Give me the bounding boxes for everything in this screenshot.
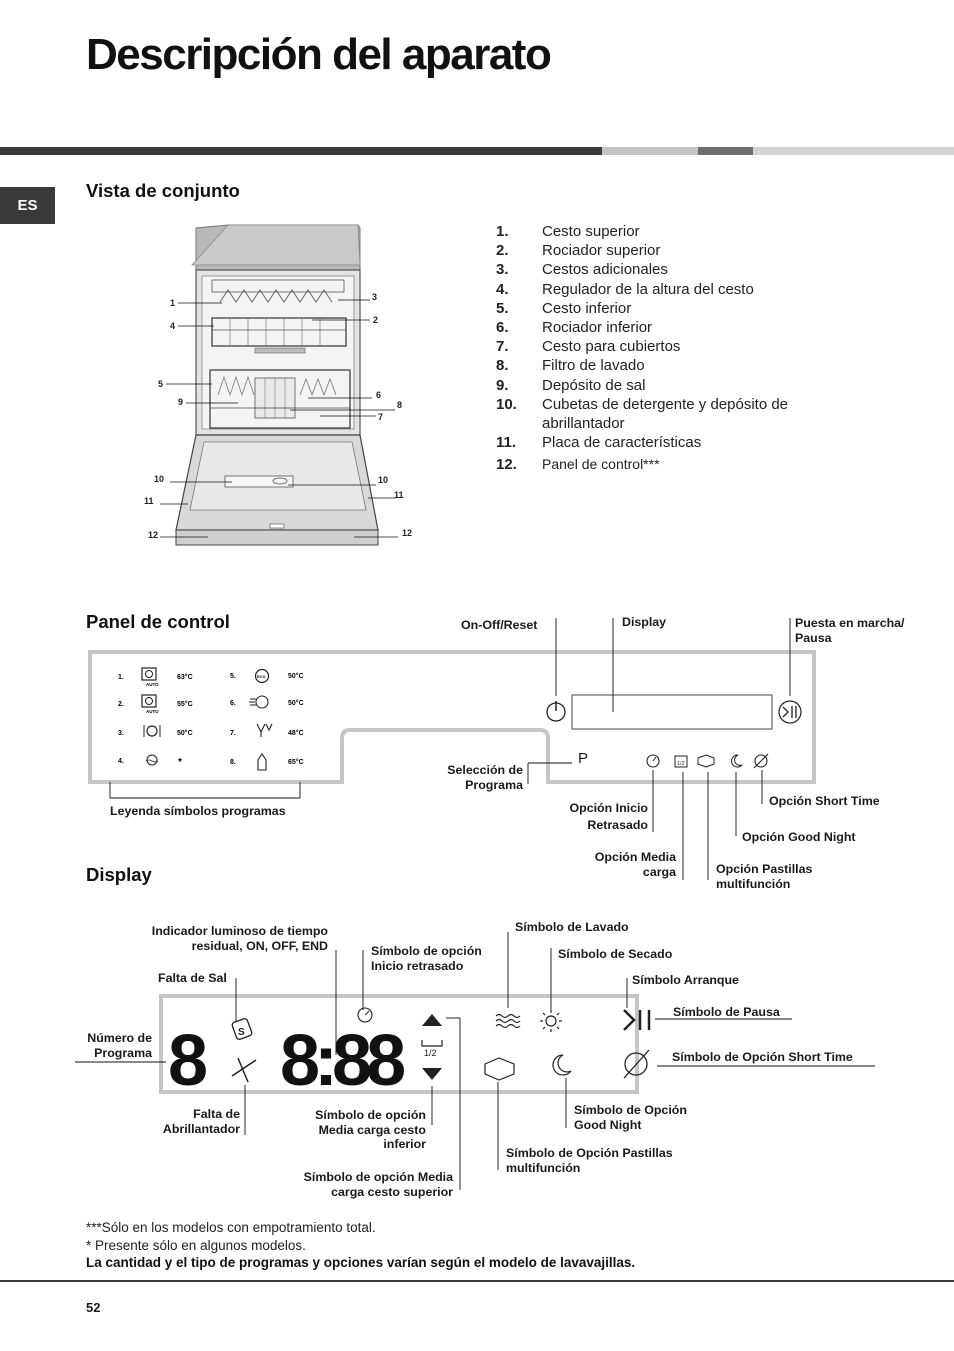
label-residual-time: Indicador luminoso de tiempo residual, ON, OFF, END xyxy=(151,924,328,953)
label-delay-symbol: Símbolo de opción Inicio retrasado xyxy=(371,944,482,973)
header-bar-light xyxy=(602,147,698,155)
diagram-num-1: 1 xyxy=(170,298,176,308)
parts-list xyxy=(496,222,826,475)
program-temp: 48°C xyxy=(288,730,304,737)
label-short-time-option: Opción Short Time xyxy=(769,794,880,808)
program-num: 8. xyxy=(230,759,236,766)
label-dry: Símbolo de Secado xyxy=(558,947,673,961)
time-digits: 8:88 xyxy=(280,1021,401,1101)
start-icon xyxy=(624,1010,634,1030)
label-display: Display xyxy=(622,615,667,629)
moon-icon xyxy=(732,755,742,767)
footnote-3: La cantidad y el tipo de programas y opciones varían según el modelo de lavavajillas. xyxy=(86,1255,636,1270)
label-onoff: On-Off/Reset xyxy=(461,618,538,632)
part-label: Cesto para cubiertos xyxy=(542,338,681,356)
dry-icon xyxy=(540,1010,562,1032)
part-number: 2. xyxy=(496,242,509,260)
label-short-time-symbol: Símbolo de Opción Short Time xyxy=(672,1050,853,1064)
program-num: 4. xyxy=(118,758,124,765)
soak-icon xyxy=(146,755,158,765)
part-label: Cesto superior xyxy=(542,223,640,240)
diagram-num-6: 6 xyxy=(376,390,382,400)
label-half-load-option: Opción Media carga xyxy=(594,850,676,879)
part-number: 3. xyxy=(496,261,509,279)
part-number: 5. xyxy=(496,299,509,317)
delay-clock-icon xyxy=(358,1008,372,1022)
program-temp: * xyxy=(178,757,182,768)
program-row xyxy=(230,670,304,683)
diagram-num-12b: 12 xyxy=(402,528,413,538)
overview-heading: Vista de conjunto xyxy=(86,180,240,201)
list-item xyxy=(496,241,826,260)
part-number: 8. xyxy=(496,357,509,375)
part-number: 10. xyxy=(496,395,517,413)
program-row xyxy=(230,754,304,770)
label-good-night-symbol: Símbolo de Opción Good Night xyxy=(574,1103,687,1132)
list-item xyxy=(496,280,826,299)
label-wash: Símbolo de Lavado xyxy=(515,920,629,934)
list-item xyxy=(496,455,826,474)
control-panel-heading: Panel de control xyxy=(86,611,230,632)
list-item xyxy=(496,376,826,395)
diagram-num-12a: 12 xyxy=(148,530,159,540)
program-row xyxy=(230,724,304,737)
program-temp: 50°C xyxy=(177,730,193,737)
program-num: 5. xyxy=(230,673,236,680)
label-rinse-aid: Falta de Abrillantador xyxy=(162,1107,240,1136)
program-row xyxy=(118,755,182,768)
part-number: 6. xyxy=(496,319,509,337)
list-item xyxy=(496,260,826,279)
label-half-upper: Símbolo de opción Media carga cesto superior xyxy=(303,1170,453,1199)
page-title: Descripción del aparato xyxy=(86,30,551,79)
program-legend xyxy=(118,668,304,770)
part-label: Regulador de la altura del cesto xyxy=(542,280,754,298)
eco-label: ECO xyxy=(257,674,266,679)
diagram-num-9: 9 xyxy=(178,397,184,407)
program-row xyxy=(118,668,193,687)
label-legend: Leyenda símbolos programas xyxy=(110,804,286,818)
label-program-select: Selección de Programa xyxy=(447,763,523,792)
power-icon xyxy=(547,701,565,721)
tablet-icon xyxy=(698,755,714,767)
diagram-num-10b: 10 xyxy=(378,475,389,485)
list-item xyxy=(496,337,826,356)
auto-intensive-icon xyxy=(142,668,156,680)
program-row xyxy=(118,695,193,714)
label-start-pause: Puesta en marcha/ Pausa xyxy=(795,616,905,645)
program-num: 6. xyxy=(230,700,236,707)
part-label: Rociador superior xyxy=(542,242,661,260)
diagram-num-11b: 11 xyxy=(394,490,404,500)
list-item xyxy=(496,299,826,318)
part-number: 11. xyxy=(496,434,517,452)
diagram-num-4: 4 xyxy=(170,321,176,331)
wash-icon xyxy=(496,1015,520,1028)
part-label: Cestos adicionales xyxy=(542,261,668,279)
header-bar-pale xyxy=(753,147,954,155)
footnote-2: * Presente sólo en algunos modelos. xyxy=(86,1238,306,1253)
label-start-symbol: Símbolo Arranque xyxy=(632,973,739,987)
part-label: Cesto inferior xyxy=(542,299,632,317)
header-bar-mid xyxy=(698,147,753,155)
list-item xyxy=(496,433,826,452)
part-number: 12. xyxy=(496,456,517,474)
list-item xyxy=(496,356,826,375)
diagram-num-8: 8 xyxy=(397,400,403,410)
half-load-upper-icon xyxy=(422,1014,442,1026)
express-icon xyxy=(249,696,268,708)
part-label: Panel de control*** xyxy=(542,456,660,473)
short-time-icon xyxy=(754,754,768,768)
list-item xyxy=(496,395,826,433)
program-num: 2. xyxy=(118,701,124,708)
program-temp: 50°C xyxy=(288,700,304,707)
label-program-number: Número de Programa xyxy=(87,1031,152,1060)
label-half-lower: Símbolo de opción Media carga cesto inferior xyxy=(315,1108,426,1151)
label-delay-option: Opción Inicio Retrasado xyxy=(569,801,648,832)
half-load-lower-icon xyxy=(422,1068,442,1080)
list-item xyxy=(496,222,826,241)
label-pause-symbol: Símbolo de Pausa xyxy=(673,1005,780,1019)
diagram-num-5: 5 xyxy=(158,379,164,389)
good-night-icon xyxy=(553,1055,571,1075)
plate-cutlery-icon xyxy=(144,725,160,737)
program-temp: 55°C xyxy=(177,701,193,708)
part-number: 9. xyxy=(496,376,509,394)
start-pause-icon xyxy=(779,701,801,723)
diagram-num-10a: 10 xyxy=(154,474,165,484)
program-num: 3. xyxy=(118,730,124,737)
auto-label: AUTO xyxy=(146,682,159,687)
part-number: 1. xyxy=(496,223,509,240)
glass-icon xyxy=(257,724,272,737)
auto-label: AUTO xyxy=(146,709,159,714)
rinse-aid-icon xyxy=(232,1058,256,1082)
list-item xyxy=(496,318,826,337)
label-goodnight-option: Opción Good Night xyxy=(742,830,856,844)
part-label: Rociador inferior xyxy=(542,319,653,337)
language-tab: ES xyxy=(0,187,55,224)
program-row xyxy=(230,696,304,708)
half-load-text: 1/2 xyxy=(424,1048,437,1058)
dishwasher-diagram xyxy=(140,220,430,550)
hygiene-icon xyxy=(258,754,266,770)
program-num: 1. xyxy=(118,674,124,681)
part-label: Cubetas de detergente y depósito de abrillantador xyxy=(542,395,789,433)
control-panel-diagram xyxy=(0,600,954,900)
program-digit: 8 xyxy=(168,1021,209,1101)
part-number: 7. xyxy=(496,338,509,356)
salt-letter: S xyxy=(238,1027,245,1038)
program-temp: 50°C xyxy=(288,673,304,680)
auto-normal-icon xyxy=(142,695,156,707)
program-num: 7. xyxy=(230,730,236,737)
label-tablets-symbol: Símbolo de Opción Pastillas multifunción xyxy=(506,1146,673,1175)
program-temp: 63°C xyxy=(177,674,193,681)
footer-divider xyxy=(0,1280,954,1282)
pause-icon xyxy=(640,1010,649,1030)
label-tablets-option: Opción Pastillas multifunción xyxy=(716,862,813,891)
part-label: Placa de características xyxy=(542,434,702,452)
program-temp: 65°C xyxy=(288,759,304,766)
diagram-num-7: 7 xyxy=(378,412,384,422)
tablet-icon xyxy=(485,1058,514,1080)
part-label: Depósito de sal xyxy=(542,376,646,394)
program-key[interactable]: P xyxy=(578,750,589,767)
diagram-num-3: 3 xyxy=(372,292,378,302)
half-load-text: 1/2 xyxy=(677,761,685,767)
clock-icon xyxy=(647,755,659,767)
program-row xyxy=(118,725,193,737)
diagram-num-11a: 11 xyxy=(144,496,154,506)
header-bar-dark xyxy=(0,147,602,155)
part-number: 4. xyxy=(496,280,509,298)
display-heading: Display xyxy=(86,864,152,885)
part-label: Filtro de lavado xyxy=(542,357,645,375)
page-number: 52 xyxy=(86,1300,101,1315)
footnote-1: ***Sólo en los modelos con empotramiento total. xyxy=(86,1220,376,1235)
label-salt: Falta de Sal xyxy=(158,971,227,985)
diagram-num-2: 2 xyxy=(373,315,379,325)
